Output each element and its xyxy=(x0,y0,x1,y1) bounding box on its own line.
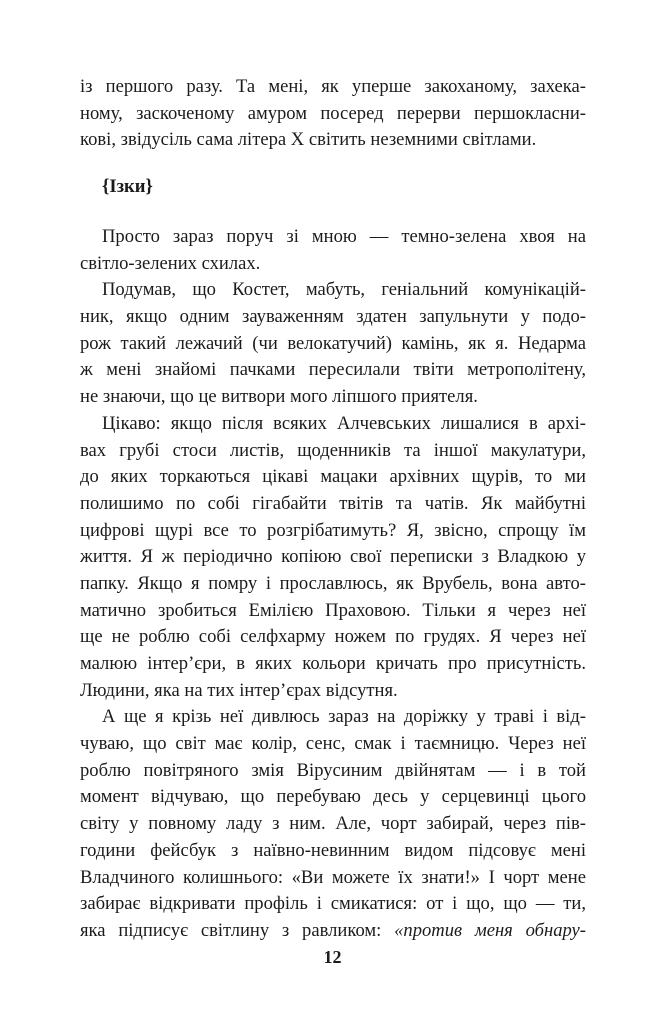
text-line: вах грубі стоси листів, щоденників та іншої макулатури, xyxy=(80,439,586,461)
text-line: світло-зелених схилах. xyxy=(80,252,261,274)
text-line: кові, звідусіль сама літера Х світить неземними світлами. xyxy=(80,129,537,151)
text-line: малюю інтер’єри, в яких кольори кричать про присутність. xyxy=(80,653,586,674)
main-text xyxy=(80,224,586,945)
text-line: А ще я крізь неї дивлюсь зараз на доріжку у траві і від- xyxy=(102,706,586,728)
text-line: світу у повному ладу з ним. Але, чорт забирай, через пів- xyxy=(80,813,586,835)
text-line: Владчиного колишнього: «Ви можете їх знати!» І чорт мене xyxy=(80,866,586,888)
text-line: чуваю, що світ має колір, сенс, смак і таємницю. Через неї xyxy=(80,733,586,755)
page-number: 12 xyxy=(323,947,342,967)
text-line: не знаючи, що це витвори мого ліпшого приятеля. xyxy=(80,386,478,408)
text-line: Цікаво: якщо після всяких Алчевських лишалися в архі- xyxy=(102,412,586,434)
text-line: матично зробиться Емілією Праховою. Тільки я через неї xyxy=(80,599,586,621)
text-line: життя. Я ж періодично копіюю свої переписки з Владкою у xyxy=(80,546,586,568)
section-heading: {Ізки} xyxy=(102,176,153,197)
text-line: забирає відкривати профіль і смикатися: от і що, що — ти, xyxy=(80,893,586,915)
text-line: папку. Якщо я помру і прославлюсь, як Врубель, вона авто- xyxy=(80,572,586,594)
text-line: ж мені знайомі пачками пересилали твіти метрополітену, xyxy=(80,359,586,381)
text-line: із першого разу. Та мені, як уперше закоханому, захека- xyxy=(80,76,586,97)
text-line-final xyxy=(80,918,586,945)
text-line: ному, заскоченому амуром посеред перерви першокласни- xyxy=(80,102,586,124)
text-line: полишимо по собі гігабайти твітів та чатів. Як майбутні xyxy=(80,492,586,514)
text-line: цифрові щурі все то розгрібатимуть? Я, звісно, спрощу їм xyxy=(80,519,586,541)
text-line: момент відчуваю, що перебуваю десь у серцевинці цього xyxy=(80,786,586,808)
text-fragment: яка підписує світлину з равликом: xyxy=(80,919,382,941)
text-line: Людини, яка на тих інтер’єрах відсутня. xyxy=(80,679,398,701)
text-line: до яких торкаються цікаві мацаки архівних щурів, то ми xyxy=(80,466,586,488)
text-line: ник, якщо одним зауваженням здатен запульнути у подо- xyxy=(80,306,586,328)
text-line: години фейсбук з наївно-невинним видом підсовує мені xyxy=(80,839,586,861)
text-line: рож такий лежачий (чи велокатучий) камінь, як я. Недарма xyxy=(80,332,586,354)
text-line: Просто зараз поруч зі мною — темно-зелена хвоя на xyxy=(102,226,586,247)
text-line: Подумав, що Костет, мабуть, геніальний комунікацій- xyxy=(102,279,586,301)
italic-quote: «против меня обнару- xyxy=(394,919,587,941)
text-line: ще не роблю собі селфхарму ножем по грудях. Я через неї xyxy=(80,626,586,648)
top-paragraph xyxy=(80,74,586,154)
text-line: роблю повітряного змія Вірусиним двійнятам — і в той xyxy=(80,759,586,781)
